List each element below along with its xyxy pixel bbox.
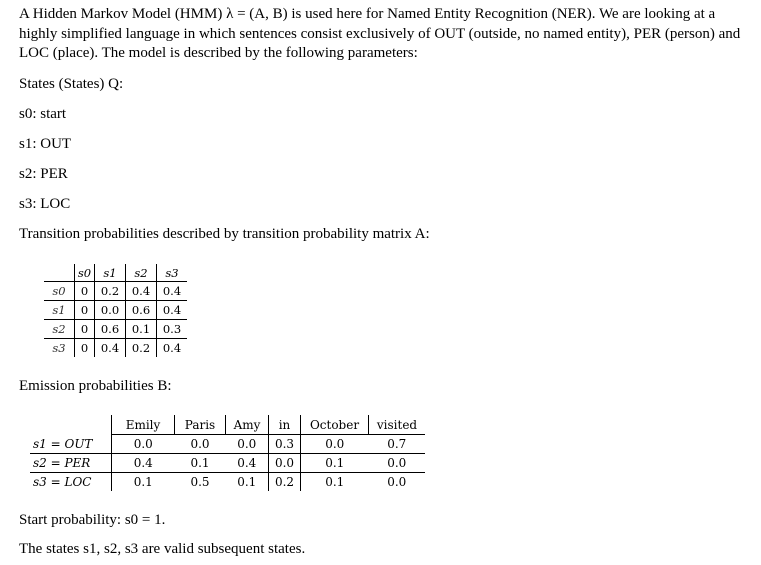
emission-cell: 0.1 bbox=[301, 454, 369, 473]
transition-heading: Transition probabilities described by transition probability matrix A: bbox=[19, 226, 430, 242]
state-s3: s3: LOC bbox=[19, 196, 71, 212]
transition-row-label: s1 bbox=[44, 301, 75, 320]
emission-cell: 0.4 bbox=[112, 454, 175, 473]
transition-row bbox=[44, 320, 187, 339]
states-heading: States (States) Q: bbox=[19, 76, 124, 92]
transition-cell: 0 bbox=[75, 339, 95, 358]
emission-row-label: s2 = PER bbox=[30, 454, 112, 473]
transition-cell: 0.4 bbox=[157, 301, 188, 320]
emission-col-header: Paris bbox=[175, 415, 226, 435]
transition-cell: 0 bbox=[75, 301, 95, 320]
emission-cell: 0.1 bbox=[237, 475, 257, 489]
transition-col-header: s3 bbox=[157, 264, 188, 282]
transition-cell: 0.4 bbox=[95, 339, 126, 358]
emission-cell: 0.0 bbox=[226, 435, 269, 454]
transition-cell: 0.2 bbox=[95, 282, 126, 301]
emission-cell: 0.0 bbox=[112, 435, 175, 454]
transition-col-header: s0 bbox=[75, 264, 95, 282]
emission-row bbox=[30, 473, 425, 492]
emission-cell: 0.3 bbox=[269, 435, 301, 454]
emission-cell: 0.4 bbox=[226, 454, 269, 473]
transition-header-row bbox=[44, 264, 187, 282]
emission-col-header: Amy bbox=[226, 415, 269, 435]
state-s1: s1: OUT bbox=[19, 136, 72, 152]
emission-row-label: s1 = OUT bbox=[30, 435, 112, 454]
emission-col-header: Emily bbox=[112, 415, 175, 435]
transition-row-label: s0 bbox=[44, 282, 75, 301]
emission-cell: 0.0 bbox=[387, 475, 407, 489]
transition-row bbox=[44, 339, 187, 358]
emission-cell: 0.1 bbox=[112, 473, 175, 492]
emission-col-header: in bbox=[269, 415, 301, 435]
transition-row-label: s2 bbox=[44, 320, 75, 339]
start-probability: Start probability: s0 = 1. bbox=[19, 512, 166, 528]
valid-states-note: The states s1, s2, s3 are valid subsequent states. bbox=[19, 541, 306, 557]
emission-row bbox=[30, 435, 425, 454]
emission-cell: 0.1 bbox=[175, 454, 226, 473]
emission-cell: 0.0 bbox=[269, 454, 301, 473]
transition-col-header: s2 bbox=[126, 264, 157, 282]
corner-cell bbox=[30, 415, 112, 435]
emission-matrix bbox=[30, 415, 425, 491]
transition-row-label: s3 bbox=[52, 341, 66, 355]
emission-heading: Emission probabilities B: bbox=[19, 378, 172, 394]
emission-cell: 0.0 bbox=[175, 435, 226, 454]
emission-cell: 0.0 bbox=[369, 454, 426, 473]
transition-cell: 0.6 bbox=[126, 301, 157, 320]
state-s0: s0: start bbox=[19, 106, 67, 122]
transition-cell: 0.0 bbox=[95, 301, 126, 320]
corner-cell bbox=[44, 264, 75, 282]
transition-cell: 0.4 bbox=[157, 339, 188, 358]
transition-cell: 0.6 bbox=[95, 320, 126, 339]
transition-row bbox=[44, 282, 187, 301]
emission-cell: 0.0 bbox=[301, 435, 369, 454]
transition-col-header: s1 bbox=[95, 264, 126, 282]
emission-col-header: October bbox=[301, 415, 369, 435]
emission-row bbox=[30, 454, 425, 473]
transition-cell: 0.2 bbox=[126, 339, 157, 358]
transition-cell: 0.4 bbox=[157, 282, 188, 301]
emission-col-header: visited bbox=[369, 415, 426, 435]
emission-cell: 0.2 bbox=[269, 473, 301, 492]
transition-cell: 0.1 bbox=[126, 320, 157, 339]
transition-cell: 0 bbox=[75, 320, 95, 339]
emission-header-row bbox=[30, 415, 425, 435]
emission-cell: 0.1 bbox=[301, 473, 369, 492]
emission-cell: 0.5 bbox=[190, 475, 210, 489]
emission-cell: 0.7 bbox=[369, 435, 426, 454]
transition-row bbox=[44, 301, 187, 320]
transition-cell: 0.4 bbox=[126, 282, 157, 301]
transition-matrix bbox=[44, 264, 187, 357]
emission-row-label: s3 = LOC bbox=[33, 475, 92, 489]
transition-cell: 0 bbox=[75, 282, 95, 301]
state-s2: s2: PER bbox=[19, 166, 68, 182]
transition-cell: 0.3 bbox=[157, 320, 188, 339]
intro-paragraph: A Hidden Markov Model (HMM) λ = (A, B) is used here for Named Entity Recognition (NER). We are looking at a highly simplified language in which sentences consist exclusively of OUT (outside, no named entity), PER (person) and LOC (place). The model is described by the following parameters: bbox=[19, 6, 741, 61]
